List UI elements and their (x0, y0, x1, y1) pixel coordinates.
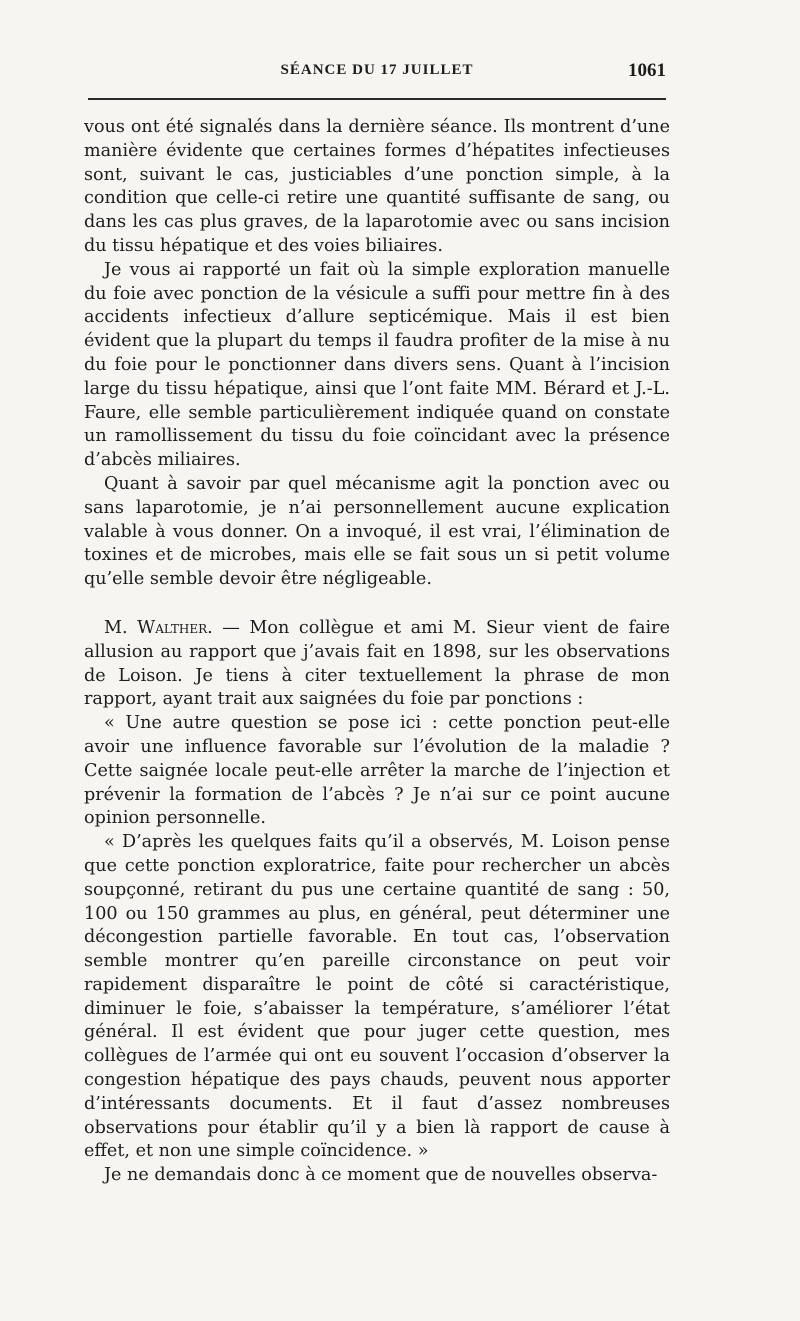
paragraph-last: Je ne demandais donc à ce moment que de nouvelles observa- (104, 1165, 658, 1186)
body-text (84, 116, 670, 1188)
walther-text: — Mon collègue et ami M. Sieur vient de faire allusion au rapport que j’avais fait en 1898, sur les observations de Loison. Je tiens à citer textuellement la phrase de mon rapport, ayant trait aux saignées du foie par ponctions : (84, 617, 670, 710)
running-head (88, 60, 666, 86)
paragraph-walther (84, 617, 670, 712)
paragraph-1: vous ont été signalés dans la dernière séance. Ils montrent d’une manière évidente que certaines formes d’hépatites infectieuses sont, suivant le cas, justiciables d’une ponction simple, à la condition que celle-ci retire une quantité suffisante de sang, ou dans les cas plus graves, de la laparotomie avec ou sans incision du tissu hépatique et des voies biliaires. (84, 117, 670, 256)
page-number: 1061 (628, 60, 666, 81)
running-title: SÉANCE DU 17 JUILLET (280, 62, 474, 78)
paragraph-2: Je vous ai rapporté un fait où la simple exploration manuelle du foie avec ponction de la vésicule a suffi pour mettre fin à des accidents infectieux d’allure septicémique. Mais il est bien évident que la plupart du temps il faudra profiter de la mise à nu du foie pour le ponctionner dans divers sens. Quant à l’incision large du tissu hépatique, ainsi que l’ont faite MM. Bérard et J.-L. Faure, elle semble particulièrement indiquée quand on constate un ramollissement du tissu du foie coïncidant avec la présence d’abcès miliaires. (84, 259, 670, 471)
header-rule (88, 98, 666, 100)
paragraph-3: Quant à savoir par quel mécanisme agit la ponction avec ou sans laparotomie, je n’ai personnellement aucune explication valable à vous donner. On a invoqué, il est vrai, l’élimination de toxines et de microbes, mais elle se fait sous un si petit volume qu’elle semble devoir être négligeable. (84, 473, 670, 590)
speaker-name: M. Walther. (104, 617, 213, 638)
quote-paragraph-1: « Une autre question se pose ici : cette ponction peut-elle avoir une influence favorable sur l’évolution de la maladie ? Cette saignée locale peut-elle arrêter la marche de l’injection et prévenir la formation de l’abcès ? Je n’ai sur ce point aucune opinion personnelle. (84, 713, 670, 829)
quote-paragraph-2: « D’après les quelques faits qu’il a observés, M. Loison pense que cette ponction exploratrice, faite pour rechercher un abcès soupçonné, retirant du pus une certaine quantité de sang : 50, 100 ou 150 grammes au plus, en général, peut déterminer une décongestion partielle favorable. En tout cas, l’observation semble montrer qu’en pareille circonstance on peut voir rapidement disparaître le point de côté si caractéristique, diminuer le foie, s’abaisser la température, s’améliorer l’état général. Il est évident que pour juger cette question, mes collègues de l’armée qui ont eu souvent l’occasion d’observer la congestion hépatique des pays chauds, peuvent nous apporter d’intéressants documents. Et il faut d’assez nombreuses observations pour établir qu’il y a bien là rapport de cause à effet, et non une simple coïncidence. » (84, 832, 670, 1162)
